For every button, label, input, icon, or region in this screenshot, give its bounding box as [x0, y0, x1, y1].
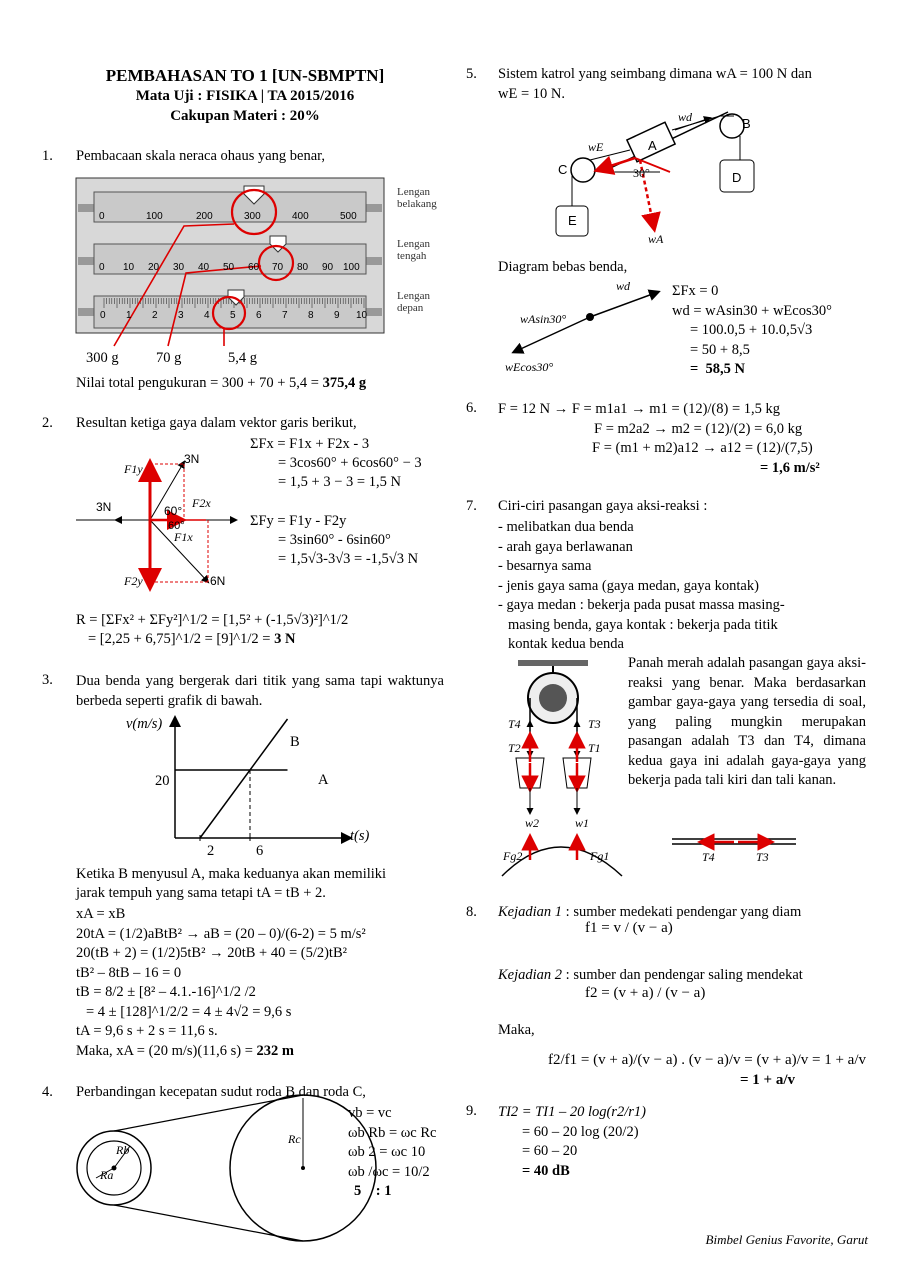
q6-line: F = m2a2 → m2 = (12)/(2) = 6,0 kg	[594, 420, 803, 437]
q3-work-line: 20(tB + 2) = (1/2)5tB² → 20tB + 40 = (5/2)tB²	[76, 945, 347, 961]
q1-result	[76, 375, 366, 392]
label-block-e: E	[568, 213, 577, 228]
q7-bullet: - gaya medan : bekerja pada pusat massa masing-	[498, 597, 785, 613]
q3-final-value: 232 m	[256, 1042, 295, 1059]
fbd-label-wecos: wEcos30°	[505, 360, 554, 374]
label-block-d: D	[732, 170, 742, 185]
scale-mid-label: 70	[272, 262, 284, 273]
q5-work-line: = 100.0,5 + 10.0,5√3	[690, 322, 813, 338]
label-f2y: F2y	[124, 574, 143, 588]
q1-result-value: 375,4 g	[322, 375, 367, 391]
scale-mid-label: 60	[248, 262, 260, 273]
q8-event2-label: Kejadian 2	[498, 967, 563, 983]
q2-question: Resultan ketiga gaya dalam vektor garis berikut,	[76, 415, 357, 431]
q4-answer: 5 : 1	[354, 1183, 392, 1199]
label-wd: wd	[678, 110, 693, 124]
label-ra: Ra	[100, 1168, 114, 1182]
chart-ylabel: v(m/s)	[126, 716, 163, 732]
q5-work-line: ΣFx = 0	[672, 283, 719, 299]
atwood-pulley-diagram	[500, 658, 630, 878]
label-angle2: 60°	[168, 520, 185, 532]
scale-mid-label: 40	[198, 262, 210, 273]
q8-number: 8.	[466, 904, 477, 920]
q6-work	[498, 400, 820, 478]
page-title: PEMBAHASAN TO 1 [UN-SBMPTN]	[105, 66, 385, 85]
q1-number: 1.	[42, 148, 53, 164]
reading-back: 300 g	[86, 350, 119, 366]
scale-front-label: 7	[282, 310, 288, 321]
rope-label-t3: T3	[756, 850, 769, 864]
q7-explanation: Panah merah adalah pasangan gaya aksi-reaksi yang benar. Maka berdasarkan gambar gaya-gaya yang tersedia di soal, yang paling mungkin merupakan pasangan adalah T3 dan T4, dimana kedua gaya ini adalah gaya-gaya yang bekerja pada tali kiri dan tali kanan.	[628, 655, 866, 788]
sfy-line: = 3sin60° - 6sin60°	[278, 532, 391, 548]
q9-line: = 60 – 20 log (20/2)	[522, 1123, 639, 1140]
q8-event1-label: Kejadian 1	[498, 904, 563, 920]
q2-r-value: 3 N	[274, 631, 296, 647]
q9-work	[498, 1103, 646, 1181]
q3-text1: Ketika B menyusul A, maka keduanya akan memiliki	[76, 866, 387, 882]
scale-mid-label: 20	[148, 262, 160, 273]
label-t3: T3	[588, 717, 601, 731]
q2-r-line2	[88, 631, 295, 648]
q4-work	[348, 1104, 436, 1202]
label-3n-top: 3N	[184, 452, 200, 466]
label-angle1: 60°	[164, 504, 183, 518]
chart-series-b-label: B	[290, 734, 300, 750]
sfy-line: ΣFy = F1y - F2y	[250, 513, 347, 529]
q3-work-line: tB = 8/2 ± [8² – 4.1.-16]^1/2 /2	[76, 984, 256, 1000]
footer-credit: Bimbel Genius Favorite, Garut	[705, 1232, 868, 1247]
fbd-label-wasin: wAsin30°	[520, 312, 567, 326]
q1-question: Pembacaan skala neraca ohaus yang benar,	[76, 148, 326, 164]
subject-line: Mata Uji : FISIKA | TA 2015/2016	[135, 88, 355, 104]
scale-back-label: 100	[146, 211, 163, 222]
q5-number: 5.	[466, 66, 477, 82]
q8-event1-text: : sumber medekati pendengar yang diam	[562, 904, 802, 920]
q7-bullets	[498, 518, 785, 655]
label-w2: w2	[525, 816, 540, 830]
sfx-line: = 3cos60° + 6cos60° − 3	[278, 455, 422, 471]
scale-front-label: 5	[230, 310, 236, 321]
label-f2x: F2x	[192, 496, 211, 510]
reading-mid: 70 g	[156, 350, 182, 366]
label-t4: T4	[508, 717, 521, 731]
scale-mid-label: 0	[99, 262, 105, 273]
chart-xtick-6: 6	[256, 843, 264, 859]
q3-work-line: tB² – 8tB – 16 = 0	[76, 964, 182, 981]
scale-back-label: 400	[292, 211, 309, 222]
q8-ratio-formula: f2/f1 = (v + a)/(v − a) . (v − a)/v = (v + a)/v = 1 + a/v	[548, 1052, 867, 1068]
q3-question: Dua benda yang bergerak dari titik yang sama tapi waktunya berbeda seperti grafik di bawah.	[76, 673, 444, 709]
label-f1y: F1y	[124, 462, 143, 476]
q6-number: 6.	[466, 400, 477, 416]
scale-back-label: 0	[99, 211, 105, 222]
q6-line: F = 12 N → F = m1a1 → m1 = (12)/(8) = 1,5 kg	[498, 401, 781, 417]
force-labels	[76, 450, 256, 600]
label-w1: w1	[575, 816, 590, 830]
q5-work-line: wd = wAsin30 + wEcos30°	[672, 302, 832, 319]
scale-front-label: 10	[356, 310, 368, 321]
q5-answer: = 58,5 N	[690, 361, 745, 377]
scale-front-label: 8	[308, 310, 314, 321]
q9-line: = 60 – 20	[522, 1143, 578, 1159]
q4-number: 4.	[42, 1084, 53, 1100]
scale-mid-label: 10	[123, 262, 135, 273]
chart-series-b-line	[200, 719, 288, 838]
q7-bullet: - melibatkan dua benda	[498, 519, 634, 535]
scale-back-label: 300	[244, 211, 261, 222]
label-f1x: F1x	[174, 530, 193, 544]
label-block-a: A	[648, 138, 657, 153]
label-pulley-b: B	[742, 116, 751, 131]
scale-front-label: 3	[178, 310, 184, 321]
q7-number: 7.	[466, 498, 477, 514]
scale-mid-label: 80	[297, 262, 309, 273]
q2-sfx	[250, 435, 422, 492]
q3-work-line: = 4 ± [128]^1/2/2 = 4 ± 4√2 = 9,6 s	[86, 1003, 292, 1020]
scale-front-label: 0	[100, 310, 106, 321]
q8-f2-formula: f2 = (v + a) / (v − a)	[585, 985, 706, 1001]
label-rc: Rc	[288, 1132, 301, 1146]
label-wa: wA	[648, 232, 664, 246]
q7-bullet: - arah gaya berlawanan	[498, 538, 633, 555]
q7-bullet: kontak kedua benda	[508, 636, 624, 652]
q1-result-prefix: Nilai total pengukuran = 300 + 70 + 5,4 =	[76, 375, 323, 391]
label-t1: T1	[588, 741, 601, 755]
q4-work-line: ωb 2 = ωc 10	[348, 1144, 426, 1160]
q2-r-line1: R = [ΣFx² + ΣFy²]^1/2 = [1,5² + (-1,5√3)²]^1/2	[76, 612, 349, 628]
q9-answer: = 40 dB	[522, 1162, 570, 1179]
q2-r-prefix: = [2,25 + 6,75]^1/2 = [9]^1/2 =	[88, 631, 275, 647]
scale-back-label: 200	[196, 211, 213, 222]
label-fg2: Fg2	[503, 849, 523, 863]
wheels-diagram	[76, 1106, 346, 1256]
label-we: wE	[588, 140, 604, 154]
q7-bullet: - besarnya sama	[498, 558, 592, 574]
q4-work-line: ωb /ωc = 10/2	[348, 1163, 430, 1180]
label-rb: Rb	[116, 1143, 130, 1157]
label-pulley-c: C	[558, 162, 568, 177]
scale-front-label: 4	[204, 310, 210, 321]
q8-maka: Maka,	[498, 1022, 535, 1038]
q2-number: 2.	[42, 415, 53, 431]
q5-question-line1: Sistem katrol yang seimbang dimana wA = 100 N dan	[498, 66, 812, 82]
coverage-line: Cakupan Materi : 20%	[170, 108, 320, 124]
sfx-line: = 1,5 + 3 − 3 = 1,5 N	[278, 474, 401, 490]
scale-mid-label: 100	[343, 262, 360, 273]
q3-work-line: 20tA = (1/2)aBtB² → aB = (20 – 0)/(6-2) = 5 m/s²	[76, 925, 366, 942]
arm-label-mid: Lengan tengah	[397, 238, 430, 262]
q3-work-line: xA = xB	[76, 906, 126, 922]
scale-front-label: 2	[152, 310, 158, 321]
q5-fbd-title: Diagram bebas benda,	[498, 259, 628, 275]
q8-f1-formula: f1 = v / (v − a)	[585, 920, 673, 936]
scale-mid-label: 50	[223, 262, 235, 273]
reading-front: 5,4 g	[228, 350, 257, 366]
label-6n: 6N	[210, 574, 226, 588]
scale-mid-label: 30	[173, 262, 185, 273]
q5-work	[672, 282, 832, 380]
q7-bullet: - jenis gaya sama (gaya medan, gaya kontak)	[498, 577, 759, 594]
chart-series-a-label: A	[318, 772, 329, 788]
q2-sfy	[250, 512, 418, 569]
chart-xtick-2: 2	[207, 843, 215, 859]
scale-mid-label: 90	[322, 262, 334, 273]
label-incline-angle: 30°	[633, 166, 650, 180]
q3-final-prefix: Maka, xA = (20 m/s)(11,6 s) =	[76, 1042, 257, 1059]
label-t2: T2	[508, 741, 521, 755]
chart-ytick-20: 20	[155, 773, 170, 789]
ohaus-scales	[76, 178, 386, 338]
q6-answer: = 1,6 m/s²	[760, 459, 820, 476]
q6-line: F = (m1 + m2)a12 → a12 = (12)/(7,5)	[592, 440, 813, 456]
q7-intro: Ciri-ciri pasangan gaya aksi-reaksi :	[498, 498, 708, 514]
q8-event2	[498, 967, 803, 984]
arm-label-back: Lengan belakang	[397, 186, 437, 210]
rope-tension-diagram	[672, 834, 798, 854]
q3-number: 3.	[42, 672, 53, 688]
q3-text2: jarak tempuh yang sama tetapi tA = tB + 2.	[76, 885, 326, 901]
q8-event2-text: : sumber dan pendengar saling mendekat	[562, 967, 803, 983]
q8-ratio-result: = 1 + a/v	[740, 1072, 796, 1088]
q5-question-line2: wE = 10 N.	[498, 86, 565, 102]
scale-back-label: 500	[340, 211, 357, 222]
fbd-label-wd: wd	[616, 279, 631, 293]
label-fg1: Fg1	[590, 849, 610, 863]
scale-front-label: 9	[334, 310, 340, 321]
sfx-line: ΣFx = F1x + F2x - 3	[250, 436, 370, 452]
chart-xlabel: t(s)	[350, 828, 370, 844]
q7-bullet: masing benda, gaya kontak : bekerja pada titik	[508, 616, 778, 633]
sfy-line: = 1,5√3-3√3 = -1,5√3 N	[278, 551, 419, 567]
q5-work-line: = 50 + 8,5	[690, 341, 750, 358]
q8-event1	[498, 904, 801, 921]
q3-work	[76, 905, 366, 1061]
q3-work-line: tA = 9,6 s + 2 s = 11,6 s.	[76, 1023, 218, 1039]
scale-front-label: 1	[126, 310, 132, 321]
q9-number: 9.	[466, 1103, 477, 1119]
q4-question: Perbandingan kecepatan sudut roda B dan roda C,	[76, 1084, 366, 1100]
q4-work-line: vb = vc	[348, 1105, 392, 1121]
q9-line: TI2 = TI1 – 20 log(r2/r1)	[498, 1104, 646, 1120]
label-3n-left: 3N	[96, 500, 112, 514]
rope-label-t4: T4	[702, 850, 715, 864]
arm-label-front: Lengan depan	[397, 290, 430, 314]
q4-work-line: ωb Rb = ωc Rc	[348, 1124, 437, 1141]
scale-front-label: 6	[256, 310, 262, 321]
